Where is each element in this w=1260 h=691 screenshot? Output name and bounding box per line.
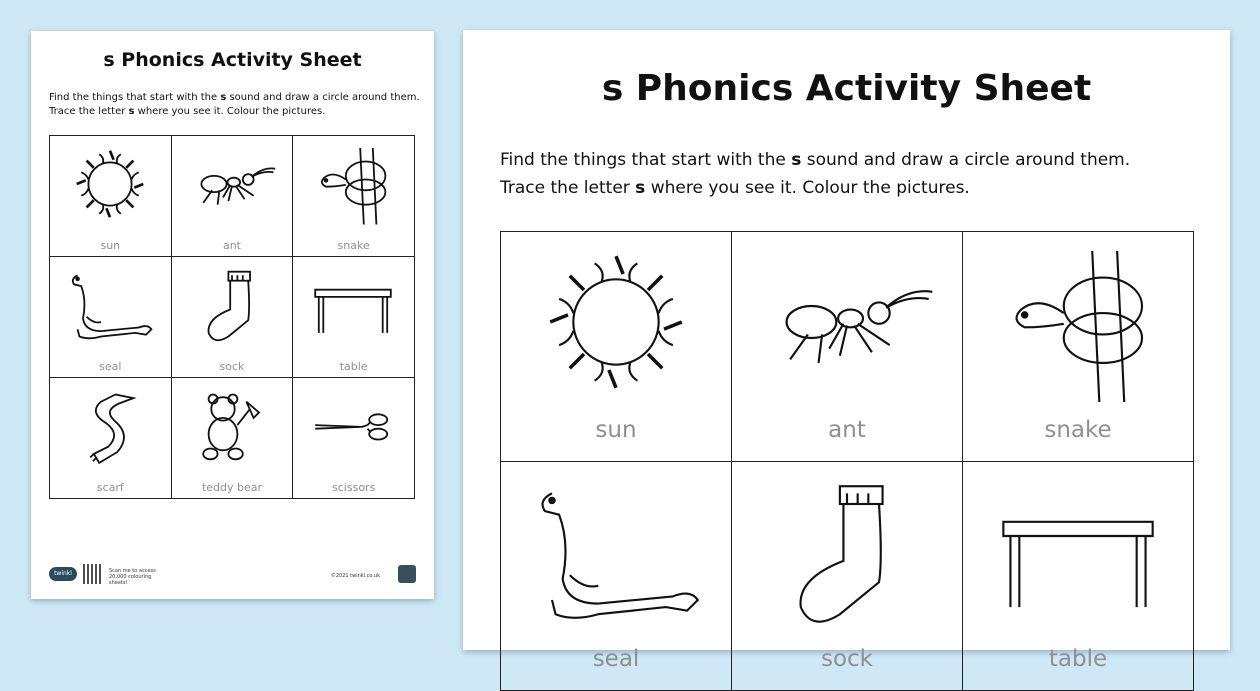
instruction-text: Find the things that start with the xyxy=(500,150,791,170)
sock-icon xyxy=(757,472,937,632)
cell-label: snake xyxy=(293,239,414,252)
grid-cell-table xyxy=(963,462,1194,691)
badge-icon xyxy=(398,565,416,583)
snake-icon xyxy=(308,142,398,226)
footer-copyright: ©2021 twinkl.co.uk xyxy=(331,573,380,579)
grid-cell-snake xyxy=(293,136,415,257)
table-icon xyxy=(988,472,1168,632)
grid-cell-scissors xyxy=(293,378,415,499)
cell-label: table xyxy=(293,360,414,373)
grid-cell-ant xyxy=(732,232,963,462)
sheet-title: s Phonics Activity Sheet xyxy=(463,68,1230,109)
sheet-instructions xyxy=(500,146,1200,202)
sheet-instructions xyxy=(49,91,421,119)
grid-cell-sock xyxy=(172,257,294,378)
instruction-text: Trace the letter xyxy=(49,106,129,117)
twinkl-logo: twinkl xyxy=(49,567,77,581)
scissors-icon xyxy=(308,384,398,468)
footer-promo: Scan me to access 20,000 colouring sheets! xyxy=(109,568,169,586)
grid-cell-sock xyxy=(732,462,963,691)
grid-cell-ant xyxy=(172,136,294,257)
large-sheet-view xyxy=(463,30,1230,650)
instruction-text: Trace the letter xyxy=(500,178,635,198)
seal-icon xyxy=(526,472,706,632)
grid-cell-scarf xyxy=(50,378,172,499)
grid-cell-seal xyxy=(501,462,732,691)
ant-icon xyxy=(757,242,937,402)
cell-label: sun xyxy=(50,239,171,252)
grid-cell-table xyxy=(293,257,415,378)
seal-icon xyxy=(65,263,155,347)
cell-label: teddy bear xyxy=(172,481,293,494)
sheet-footer xyxy=(45,561,420,587)
sun-icon xyxy=(526,242,706,402)
picture-grid xyxy=(500,231,1194,691)
instruction-text: Find the things that start with the xyxy=(49,92,220,103)
ant-icon xyxy=(187,142,277,226)
instruction-text: where you see it. Colour the pictures. xyxy=(645,178,970,198)
target-letter: s xyxy=(791,150,801,170)
instruction-text: sound and draw a circle around them. xyxy=(226,92,419,103)
cell-label: seal xyxy=(50,360,171,373)
sun-icon xyxy=(65,142,155,226)
cell-label: ant xyxy=(172,239,293,252)
instruction-text: sound and draw a circle around them. xyxy=(801,150,1130,170)
cell-label: seal xyxy=(501,646,731,672)
grid-cell-teddy-bear xyxy=(172,378,294,499)
cell-label: sun xyxy=(501,417,731,443)
cell-label: table xyxy=(963,646,1193,672)
instruction-text: where you see it. Colour the pictures. xyxy=(134,106,325,117)
small-sheet-preview xyxy=(31,31,434,599)
table-icon xyxy=(308,263,398,347)
grid-cell-sun xyxy=(50,136,172,257)
grid-cell-seal xyxy=(50,257,172,378)
sheet-title: s Phonics Activity Sheet xyxy=(31,49,434,71)
cell-label: snake xyxy=(963,417,1193,443)
cell-label: sock xyxy=(172,360,293,373)
cell-label: ant xyxy=(732,417,962,443)
grid-cell-sun xyxy=(501,232,732,462)
grid-cell-snake xyxy=(963,232,1194,462)
target-letter: s xyxy=(220,92,226,103)
qr-code-icon xyxy=(83,564,103,584)
picture-grid xyxy=(49,135,415,499)
teddy-bear-icon xyxy=(187,384,277,468)
cell-label: scarf xyxy=(50,481,171,494)
snake-icon xyxy=(988,242,1168,402)
cell-label: scissors xyxy=(293,481,414,494)
target-letter: s xyxy=(129,106,135,117)
scarf-icon xyxy=(65,384,155,468)
cell-label: sock xyxy=(732,646,962,672)
target-letter: s xyxy=(635,178,645,198)
sock-icon xyxy=(187,263,277,347)
